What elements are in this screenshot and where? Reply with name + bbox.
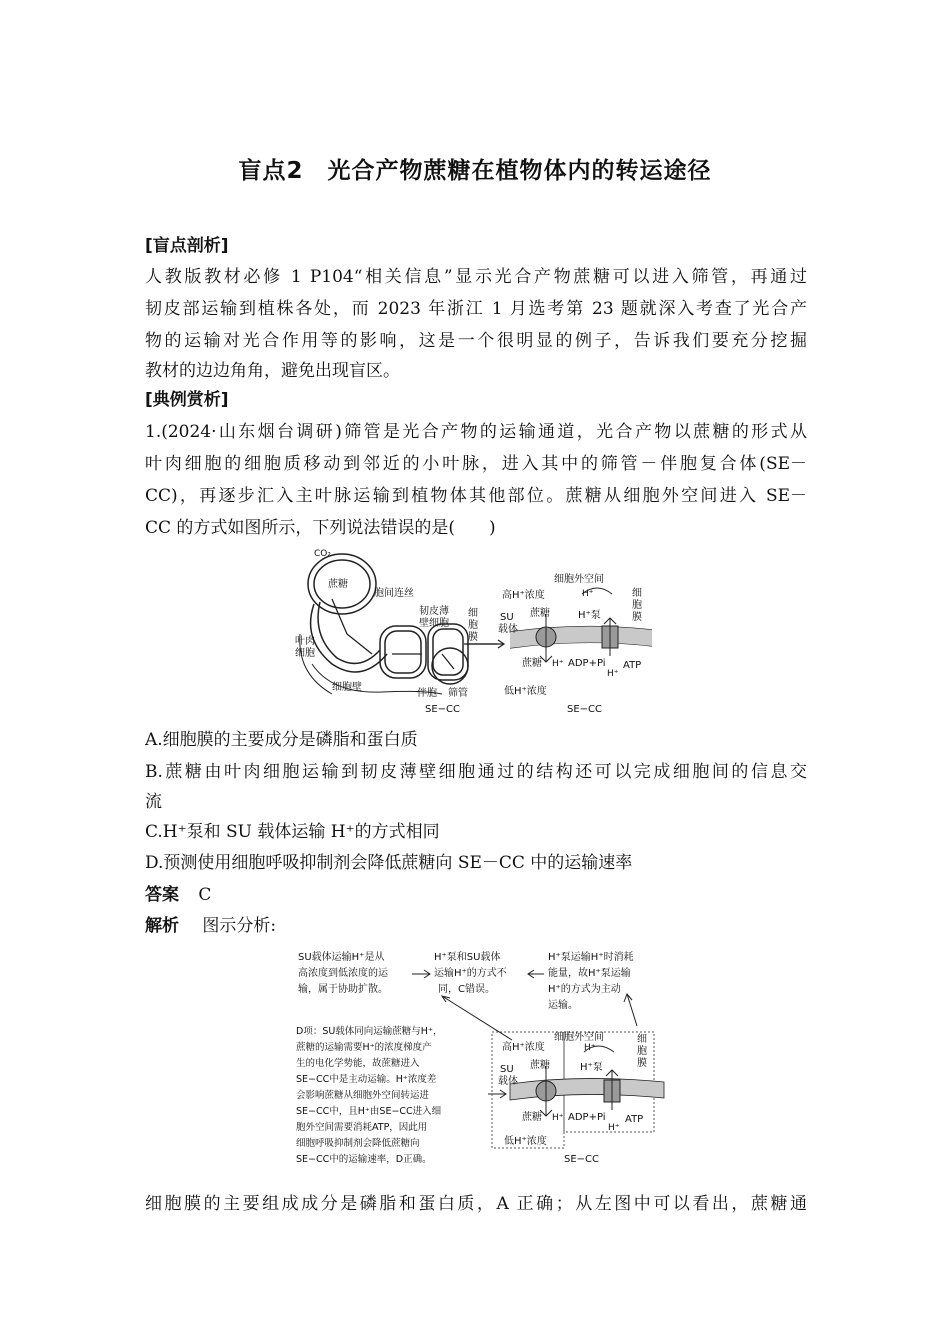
svg-text:细胞呼吸抑制剂会降低蔗糖向: 细胞呼吸抑制剂会降低蔗糖向 xyxy=(296,1138,420,1149)
high-h-label: 高H⁺浓度 xyxy=(502,1042,545,1053)
h-low-label: H⁺ xyxy=(607,669,619,679)
membrane-label: 膜 xyxy=(632,612,642,623)
example-heading: [典例赏析] xyxy=(145,390,229,410)
h-pump-label: H⁺泵 xyxy=(578,610,601,621)
svg-text:会影响蔗糖从细胞外空间转运进: 会影响蔗糖从细胞外空间转运进 xyxy=(296,1090,430,1101)
mesophyll-label: 细胞 xyxy=(295,648,315,659)
secc-label: SE−CC xyxy=(564,1154,600,1165)
low-h-label: 低H⁺浓度 xyxy=(504,1136,547,1147)
sucrose-label: 蔗糖 xyxy=(530,1060,550,1071)
answer-row xyxy=(145,883,807,907)
h-in-label: H⁺ xyxy=(552,1113,564,1123)
su-label: 载体 xyxy=(498,624,518,635)
sucrose-label: 蔗糖 xyxy=(530,608,550,619)
box-right xyxy=(548,950,634,1011)
answer-label: 答案 xyxy=(145,885,179,905)
option-a: A.细胞膜的主要成分是磷脂和蛋白质 xyxy=(145,730,418,750)
explain-label: 解析 xyxy=(145,916,179,936)
svg-text:运输H⁺的方式不: 运输H⁺的方式不 xyxy=(434,968,507,979)
option-d: D.预测使用细胞呼吸抑制剂会降低蔗糖向 SE－CC 中的运输速率 xyxy=(145,853,633,873)
svg-text:能量，故H⁺泵运输: 能量，故H⁺泵运输 xyxy=(548,968,631,979)
high-h-label: 高H⁺浓度 xyxy=(502,590,545,601)
outside-label: 细胞外空间 xyxy=(554,1032,604,1043)
h-in-label: H⁺ xyxy=(552,659,564,669)
answer-value: C xyxy=(198,885,212,905)
secc-label: SE−CC xyxy=(425,704,461,715)
page-title: 盲点2 光合产物蔗糖在植物体内的转运途径 xyxy=(238,158,712,184)
su-label: SU xyxy=(500,1064,514,1075)
svg-text:输，属于协助扩散。: 输，属于协助扩散。 xyxy=(298,984,388,995)
plasmodesmata-label: 胞间连丝 xyxy=(374,588,414,599)
question-line: CC)，再逐步汇入主叶脉运输到植物体其他部位。蔗糖从细胞外空间进入 SE－ xyxy=(145,486,807,506)
svg-text:H⁺的方式为主动: H⁺的方式为主动 xyxy=(548,984,621,995)
box-mid xyxy=(434,950,507,995)
svg-text:SE−CC中的运输速率，D正确。: SE−CC中的运输速率，D正确。 xyxy=(296,1154,432,1165)
membrane-label: 胞 xyxy=(468,620,478,631)
su-label: SU xyxy=(500,612,514,623)
svg-text:H⁺泵运输H⁺时消耗: H⁺泵运输H⁺时消耗 xyxy=(548,952,634,963)
analysis-line: 物的运输对光合作用等的影响，这是一个很明显的例子，告诉我们要充分挖掘 xyxy=(145,331,807,351)
h-low-label: H⁺ xyxy=(608,1123,620,1133)
cellwall-label: 细胞壁 xyxy=(332,682,362,693)
analysis-line: 韧皮部运输到植株各处，而 2023 年浙江 1 月选考第 23 题就深入考查了光合产 xyxy=(145,299,807,319)
adp-label: ADP+Pi xyxy=(568,658,606,669)
svg-text:H⁺泵和SU载体: H⁺泵和SU载体 xyxy=(434,952,501,963)
svg-text:运输。: 运输。 xyxy=(548,1000,578,1011)
question-line: CC 的方式如图所示，下列说法错误的是( ) xyxy=(145,518,496,538)
svg-text:D项：SU载体同向运输蔗糖与H⁺，: D项：SU载体同向运输蔗糖与H⁺， xyxy=(296,1026,443,1037)
h-plus-label: H⁺ xyxy=(584,1043,596,1053)
atp-label: ATP xyxy=(625,1114,644,1125)
sucrose-in-label: 蔗糖 xyxy=(522,1112,542,1123)
membrane-label: 膜 xyxy=(468,632,478,643)
outside-label: 细胞外空间 xyxy=(554,574,604,585)
svg-text:同，C错误。: 同，C错误。 xyxy=(438,984,495,995)
svg-text:胞外空间需要消耗ATP，因此用: 胞外空间需要消耗ATP，因此用 xyxy=(296,1122,428,1133)
svg-text:SU载体运输H⁺是从: SU载体运输H⁺是从 xyxy=(298,952,385,963)
low-h-label: 低H⁺浓度 xyxy=(504,686,547,697)
explain-row xyxy=(145,914,807,938)
svg-text:高浓度到低浓度的运: 高浓度到低浓度的运 xyxy=(298,968,388,979)
sucrose-label: 蔗糖 xyxy=(328,579,348,590)
sucrose-in-label: 蔗糖 xyxy=(522,658,542,669)
membrane-label: 胞 xyxy=(637,1046,647,1057)
su-label: 载体 xyxy=(498,1076,518,1087)
svg-text:生的电化学势能，故蔗糖进入: 生的电化学势能，故蔗糖进入 xyxy=(296,1058,420,1069)
option-b-cont: 流 xyxy=(145,792,162,812)
h-pump-label: H⁺泵 xyxy=(580,1062,603,1073)
svg-text:SE−CC中，且H⁺由SE−CC进入细: SE−CC中，且H⁺由SE−CC进入细 xyxy=(296,1106,442,1117)
box-left xyxy=(298,950,389,995)
companion-label: 伴胞 xyxy=(417,688,437,699)
secc-label: SE−CC xyxy=(567,704,603,715)
final-line: 细胞膜的主要组成成分是磷脂和蛋白质，A 正确；从左图中可以看出，蔗糖通 xyxy=(145,1194,807,1214)
analysis-heading: [盲点剖析] xyxy=(145,236,229,256)
analysis-line: 教材的边边角角，避免出现盲区。 xyxy=(145,361,400,381)
box-d xyxy=(296,1025,442,1165)
question-line: 叶肉细胞的细胞质移动到邻近的小叶脉，进入其中的筛管－伴胞复合体(SE－ xyxy=(145,454,807,474)
co2-label: CO₂ xyxy=(314,549,331,559)
analysis-figure xyxy=(292,944,672,1170)
question-line: 1.(2024·山东烟台调研)筛管是光合产物的运输通道，光合产物以蔗糖的形式从 xyxy=(145,422,807,442)
membrane-label: 细 xyxy=(637,1034,647,1045)
membrane-label: 膜 xyxy=(637,1058,647,1069)
atp-label: ATP xyxy=(623,660,642,671)
membrane-label: 细 xyxy=(468,608,478,619)
h-plus-label: H⁺ xyxy=(582,589,594,599)
phloem-label: 韧皮薄 xyxy=(419,606,449,617)
membrane-label: 胞 xyxy=(632,600,642,611)
svg-text:蔗糖的运输需要H⁺的浓度梯度产: 蔗糖的运输需要H⁺的浓度梯度产 xyxy=(296,1042,432,1053)
sieve-label: 筛管 xyxy=(448,688,468,699)
svg-text:SE−CC中是主动运输。H⁺浓度差: SE−CC中是主动运输。H⁺浓度差 xyxy=(296,1074,437,1085)
option-b: B.蔗糖由叶肉细胞运输到韧皮薄壁细胞通过的结构还可以完成细胞间的信息交 xyxy=(145,762,807,782)
membrane-label: 细 xyxy=(632,588,642,599)
explain-text: 图示分析: xyxy=(202,916,277,936)
adp-label: ADP+Pi xyxy=(568,1112,606,1123)
question-figure xyxy=(292,544,662,720)
option-c: C.H⁺泵和 SU 载体运输 H⁺的方式相同 xyxy=(145,822,440,842)
analysis-line: 人教版教材必修 1 P104“相关信息”显示光合产物蔗糖可以进入筛管，再通过 xyxy=(145,267,807,287)
mesophyll-label: 叶肉 xyxy=(295,636,315,647)
phloem-label: 壁细胞 xyxy=(419,618,449,629)
